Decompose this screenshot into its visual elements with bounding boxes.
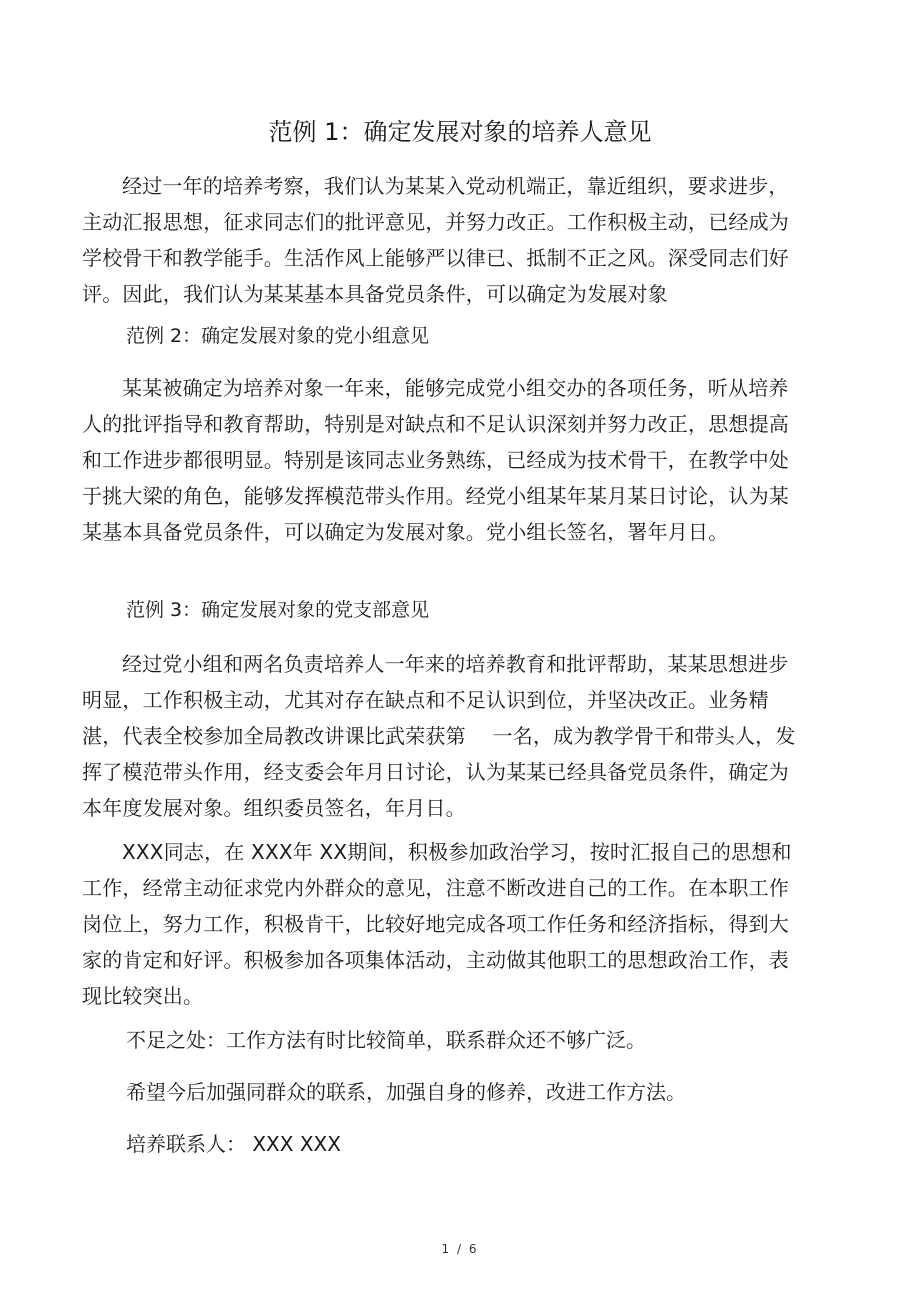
paragraph-example-1: 经过一年的培养考察，我们认为某某入党动机端正，靠近组织，要求进步，主动汇报思想，征求同志们的批评意见，并努力改正。工作积极主动，已经成为学校骨干和教学能手。生活作风上能够严以律已、抵制不正之风。深受同志们好评。因此，我们认为某某基本具备党员条件，可以确定为发展对象 [82, 174, 789, 306]
contact-person-line: 培养联系人： XXX XXX [126, 1132, 341, 1156]
paragraph-expectations: 希望今后加强同群众的联系，加强自身的修养，改进工作方法。 [126, 1080, 686, 1104]
heading-example-2: 范例 2：确定发展对象的党小组意见 [126, 325, 430, 347]
paragraph-example-2: 某某被确定为培养对象一年来，能够完成党小组交办的各项任务，听从培养人的批评指导和教育帮助，特别是对缺点和不足认识深刻并努力改正，思想提高和工作进步都很明显。特别是该同志业务熟练，已经成为技术骨干，在教学中处于挑大梁的角色，能够发挥模范带头作用。经党小组某年某月某日讨论，认为某某基本具备党员条件，可以确定为发展对象。党小组长签名，署年月日。 [82, 376, 789, 544]
paragraph-example-3: 经过党小组和两名负责培养人一年来的培养教育和批评帮助，某某思想进步明显，工作积极主动，尤其对存在缺点和不足认识到位，并坚决改正。业务精湛，代表全校参加全局教改讲课比武荣获第 一名，成为教学骨干和带头人，发挥了模范带头作用，经支委会年月日讨论，认为某某已经具备党员条件，确定为本年度发展对象。组织委员签名，年月日。 [82, 652, 796, 820]
heading-example-3: 范例 3：确定发展对象的党支部意见 [126, 599, 430, 621]
document-title: 范例 1：确定发展对象的培养人意见 [268, 118, 652, 146]
page-number: 1 / 6 [441, 1242, 479, 1256]
paragraph-shortcomings: 不足之处：工作方法有时比较简单，联系群众还不够广泛。 [126, 1028, 646, 1052]
paragraph-evaluation: XXX同志，在 XXX年 XX期间，积极参加政治学习，按时汇报自己的思想和工作，经常主动征求党内外群众的意见，注意不断改进自己的工作。在本职工作岗位上，努力工作，积极肯干，比较好地完成各项工作任务和经济指标，得到大家的肯定和好评。积极参加各项集体活动，主动做其他职工的思想政治工作，表现比较突出。 [82, 840, 792, 1008]
